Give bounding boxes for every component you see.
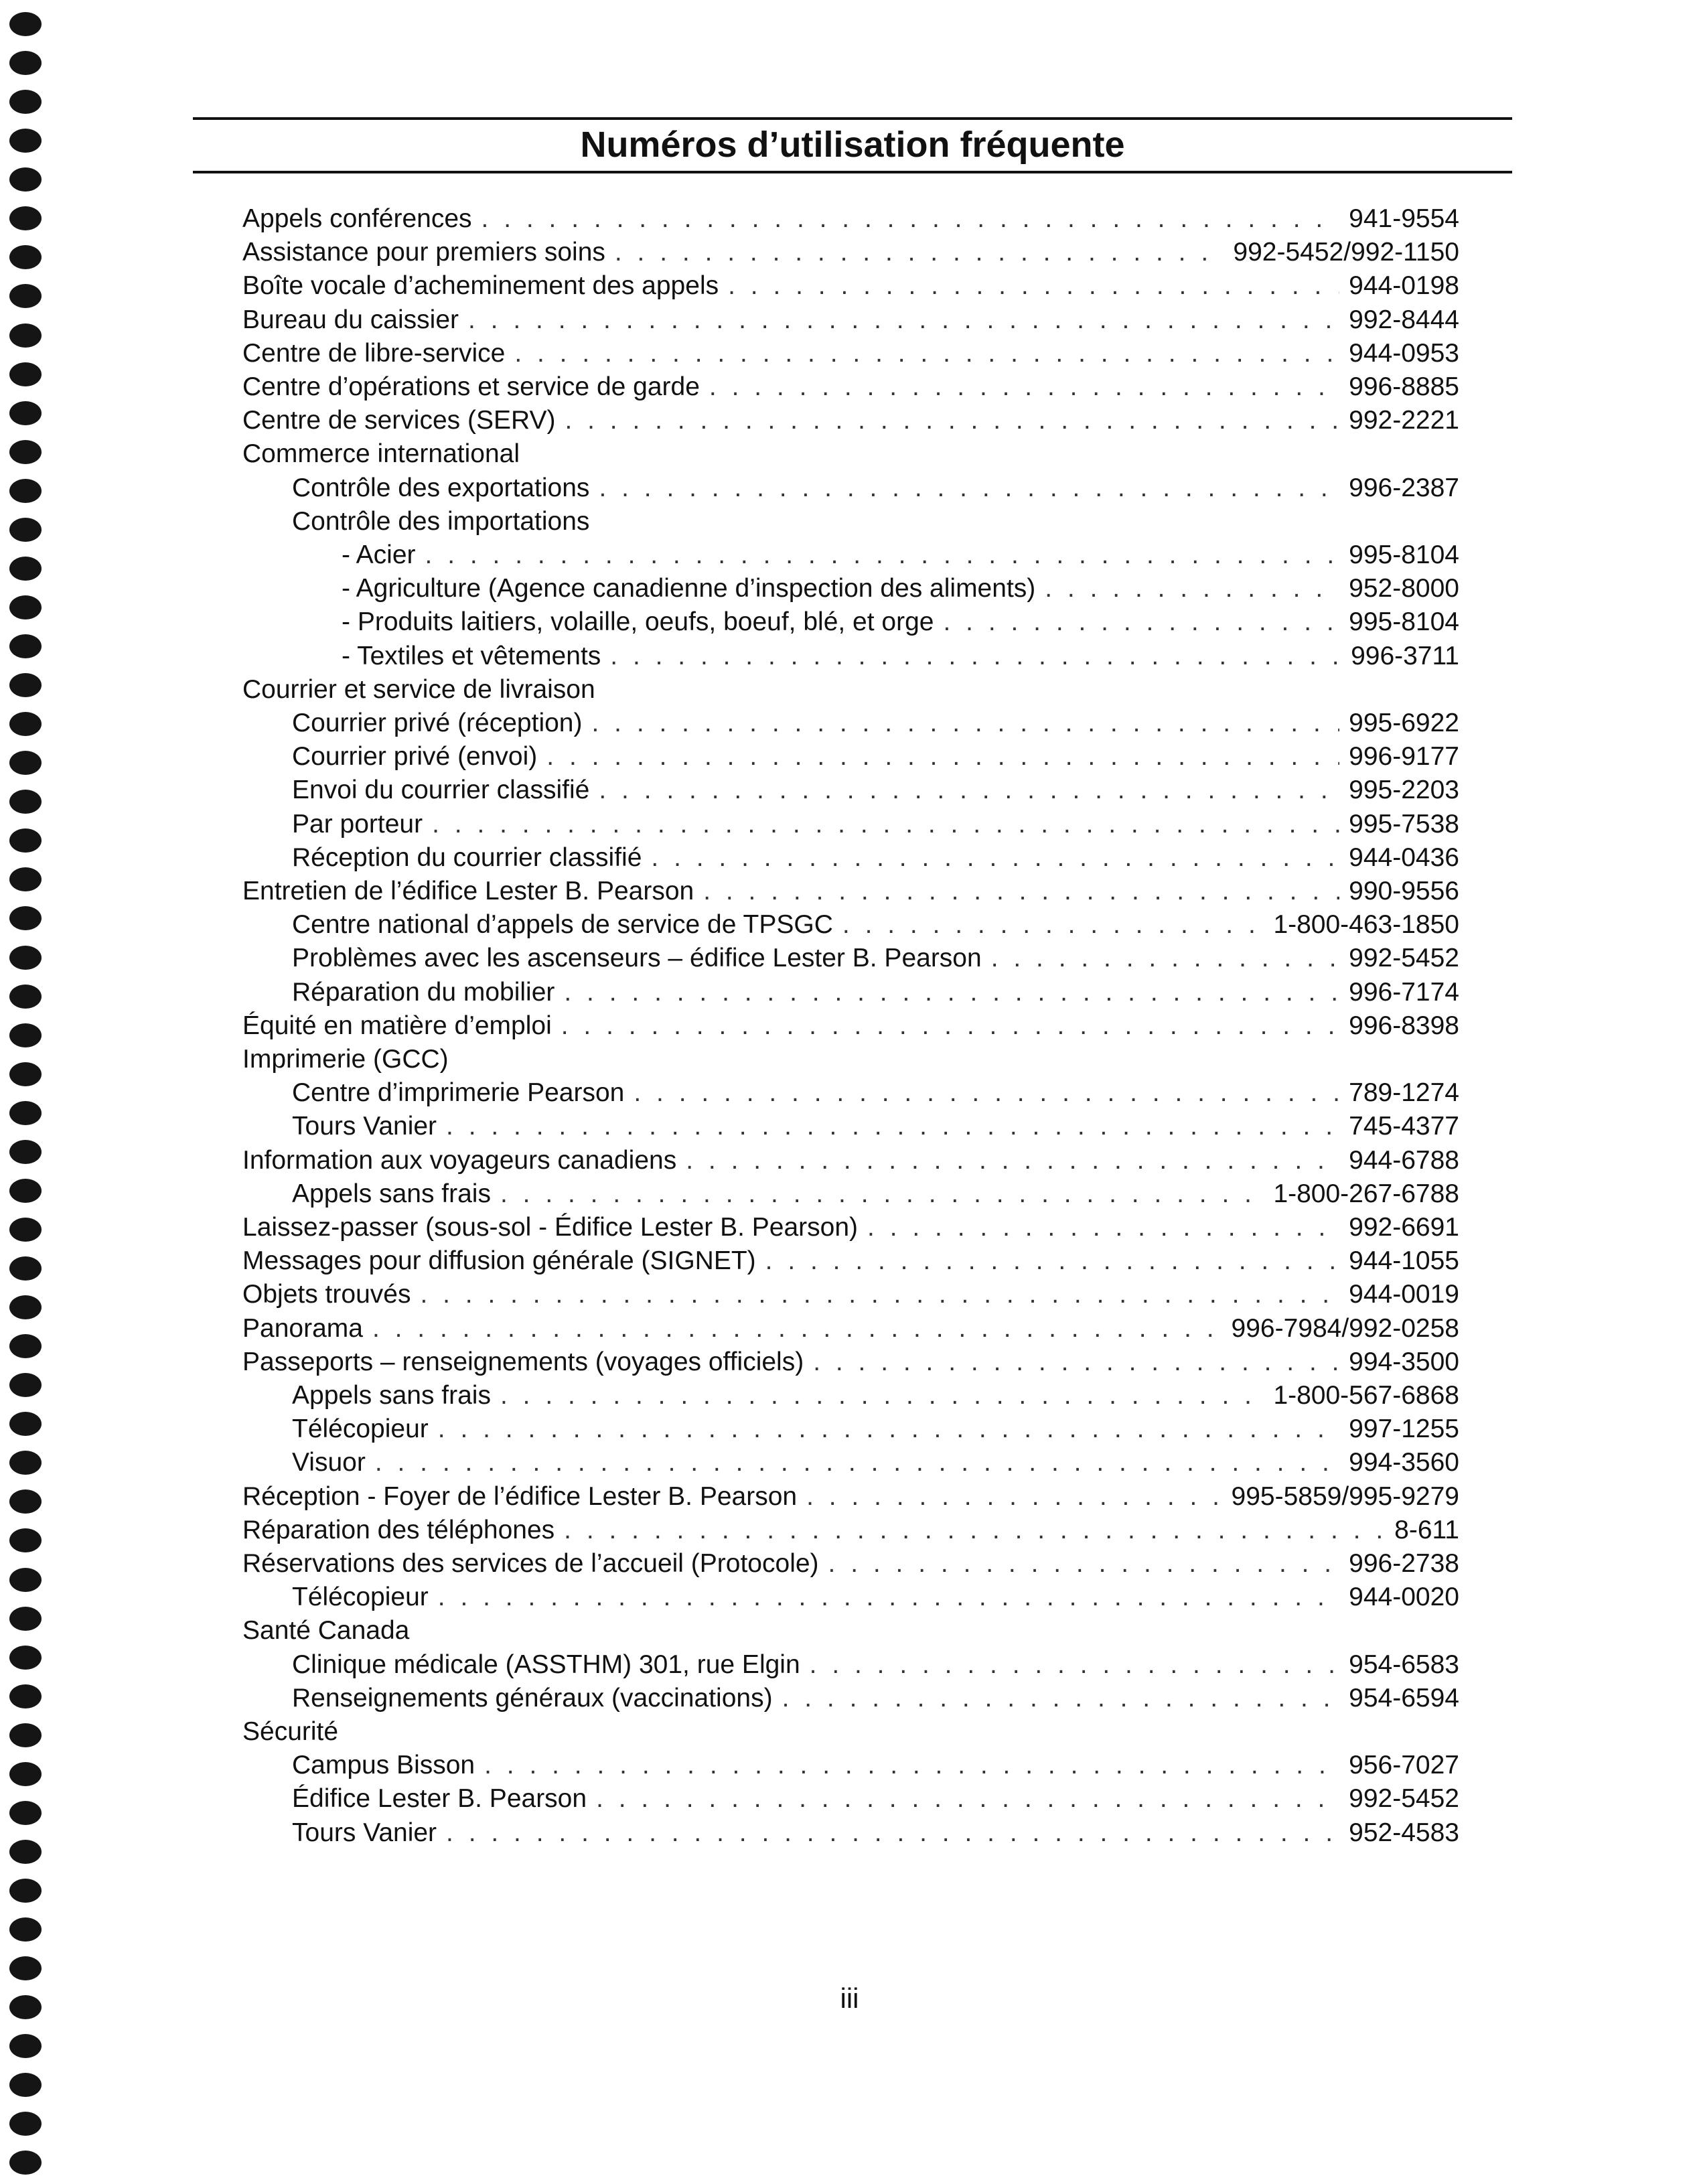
page-title: Numéros d’utilisation fréquente — [580, 125, 1125, 165]
dot-leader — [599, 471, 1339, 505]
directory-entry — [242, 202, 1459, 236]
dot-leader — [482, 202, 1340, 236]
directory-section-heading — [242, 673, 1459, 707]
dot-leader — [546, 740, 1339, 774]
binding-hole — [9, 1218, 42, 1242]
directory-entry — [292, 1379, 1459, 1412]
directory-entry — [342, 538, 1459, 572]
entry-phone-number: 956-7027 — [1349, 1751, 1459, 1780]
binding-hole — [9, 2034, 42, 2058]
directory-entry — [292, 841, 1459, 875]
entry-phone-number: 1-800-267-6788 — [1273, 1179, 1459, 1208]
binding-hole — [9, 790, 42, 814]
binding-hole — [9, 1528, 42, 1552]
directory-entry — [242, 269, 1459, 303]
entry-phone-number: 745-4377 — [1349, 1112, 1459, 1141]
entry-phone-number: 990-9556 — [1349, 877, 1459, 905]
binding-hole — [9, 1723, 42, 1747]
binding-hole — [9, 2073, 42, 2097]
binding-hole — [9, 440, 42, 464]
dot-leader — [599, 774, 1339, 807]
directory-entry — [292, 1110, 1459, 1143]
dot-leader — [765, 1244, 1340, 1278]
entry-label: Réparation du mobilier — [292, 977, 555, 1007]
binding-hole — [9, 1568, 42, 1592]
entry-phone-number: 996-7984/992-0258 — [1231, 1313, 1459, 1343]
entry-phone-number: 944-6788 — [1349, 1145, 1459, 1175]
entry-label: Laissez-passer (sous-sol - Édifice Lester B. Pearson) — [242, 1213, 859, 1242]
directory-section-heading — [242, 437, 1459, 471]
binding-hole — [9, 284, 42, 308]
entry-phone-number: 996-2738 — [1349, 1549, 1459, 1578]
directory-entry — [292, 1177, 1459, 1211]
directory-entry — [242, 370, 1459, 404]
entry-label: Appels conférences — [242, 204, 472, 233]
binding-hole — [9, 1801, 42, 1825]
directory-entry — [292, 1648, 1459, 1682]
directory-entry — [292, 774, 1459, 807]
binding-hole — [9, 245, 42, 269]
entry-label: Messages pour diffusion générale (SIGNET) — [242, 1246, 756, 1276]
entry-phone-number: 952-8000 — [1349, 574, 1459, 603]
entry-label: Courrier et service de livraison — [242, 674, 595, 704]
entry-label: Objets trouvés — [242, 1280, 411, 1309]
entry-phone-number: 944-0436 — [1349, 843, 1459, 872]
entry-phone-number: 992-8444 — [1349, 305, 1459, 334]
directory-entry — [292, 1782, 1459, 1816]
binding-hole — [9, 2112, 42, 2136]
entry-phone-number: 995-7538 — [1349, 809, 1459, 839]
entry-label: Réception du courrier classifié — [292, 843, 642, 872]
entry-label: Imprimerie (GCC) — [242, 1045, 449, 1074]
entry-label: Équité en matière d’emploi — [242, 1011, 552, 1040]
entry-phone-number: 944-0953 — [1349, 338, 1459, 368]
dot-leader — [446, 1816, 1339, 1850]
entry-label: Réception - Foyer de l’édifice Lester B. Pearson — [242, 1481, 798, 1511]
binding-hole — [9, 1646, 42, 1670]
dot-leader — [991, 942, 1339, 975]
entry-label: - Agriculture (Agence canadienne d’inspection des aliments) — [342, 574, 1036, 603]
entry-label: Par porteur — [292, 809, 423, 839]
binding-hole — [9, 1956, 42, 1980]
directory-entry — [292, 1076, 1459, 1110]
dot-leader — [514, 337, 1339, 370]
dot-leader — [842, 908, 1264, 942]
dot-leader — [484, 1749, 1339, 1782]
entry-label: Information aux voyageurs canadiens — [242, 1145, 677, 1175]
binding-hole — [9, 1917, 42, 1942]
entry-label: Appels sans frais — [292, 1179, 491, 1208]
entry-label: Réservations des services de l’accueil (Protocole) — [242, 1549, 819, 1578]
dot-leader — [420, 1278, 1339, 1311]
entry-phone-number: 952-4583 — [1349, 1818, 1459, 1847]
entry-label: Passeports – renseignements (voyages officiels) — [242, 1347, 804, 1376]
entry-label: Problèmes avec les ascenseurs – édifice Lester B. Pearson — [292, 944, 982, 973]
dot-leader — [375, 1446, 1339, 1479]
entry-phone-number: 944-0198 — [1349, 271, 1459, 301]
entry-phone-number: 992-5452 — [1349, 944, 1459, 973]
binding-hole — [9, 595, 42, 620]
binding-hole — [9, 906, 42, 930]
binding-hole — [9, 167, 42, 192]
dot-leader — [943, 605, 1339, 639]
dot-leader — [468, 303, 1339, 337]
entry-label: Assistance pour premiers soins — [242, 238, 605, 267]
entry-label: - Acier — [342, 540, 416, 569]
entry-phone-number: 954-6594 — [1349, 1683, 1459, 1713]
directory-section-heading — [242, 1614, 1459, 1648]
binding-hole — [9, 634, 42, 658]
binding-hole — [9, 129, 42, 153]
entry-phone-number: 992-6691 — [1349, 1213, 1459, 1242]
directory-entry — [242, 404, 1459, 437]
dot-leader — [500, 1379, 1264, 1412]
entry-phone-number: 994-3560 — [1349, 1448, 1459, 1477]
directory-section-heading — [292, 505, 1459, 538]
entry-phone-number: 996-8885 — [1349, 372, 1459, 401]
entry-label: Tours Vanier — [292, 1112, 437, 1141]
binding-hole — [9, 1373, 42, 1397]
binding-hole — [9, 1684, 42, 1708]
entry-phone-number: 996-3711 — [1351, 641, 1459, 670]
binding-hole — [9, 751, 42, 775]
entry-phone-number: 996-8398 — [1349, 1011, 1459, 1040]
binding-hole — [9, 1295, 42, 1319]
directory-section-heading — [242, 1043, 1459, 1076]
dot-leader — [432, 808, 1339, 841]
binding-hole — [9, 401, 42, 425]
entry-phone-number: 954-6583 — [1349, 1650, 1459, 1679]
directory-entry — [242, 337, 1459, 370]
dot-leader — [596, 1782, 1339, 1816]
entry-label: Contrôle des exportations — [292, 473, 590, 502]
entry-label: Édifice Lester B. Pearson — [292, 1784, 587, 1814]
binding-hole — [9, 1101, 42, 1125]
entry-label: Tours Vanier — [292, 1818, 437, 1847]
entry-phone-number: 992-5452/992-1150 — [1233, 238, 1459, 267]
entry-label: - Produits laitiers, volaille, oeufs, boeuf, blé, et orge — [342, 607, 934, 637]
dot-leader — [446, 1110, 1339, 1143]
directory-entry — [242, 875, 1459, 908]
directory-entry — [292, 1581, 1459, 1614]
dot-leader — [634, 1076, 1339, 1110]
entry-label: Santé Canada — [242, 1616, 410, 1646]
directory-entry — [292, 976, 1459, 1009]
directory-entry — [242, 1514, 1459, 1547]
directory-entry — [242, 1278, 1459, 1311]
binding-hole — [9, 323, 42, 348]
directory-entry — [292, 707, 1459, 740]
entry-phone-number: 995-6922 — [1349, 709, 1459, 737]
binding-hole — [9, 828, 42, 853]
dot-leader — [651, 841, 1339, 875]
dot-leader — [703, 875, 1339, 908]
directory-entry — [292, 808, 1459, 841]
title-top-rule — [193, 117, 1512, 120]
directory-entry — [342, 605, 1459, 639]
entry-phone-number: 992-2221 — [1349, 406, 1459, 435]
entry-phone-number: 941-9554 — [1349, 204, 1459, 233]
entry-label: Centre d’opérations et service de garde — [242, 372, 700, 401]
binding-hole — [9, 1179, 42, 1203]
entry-phone-number: 789-1274 — [1349, 1078, 1459, 1108]
entry-phone-number: 996-7174 — [1349, 977, 1459, 1007]
dot-leader — [438, 1581, 1339, 1614]
entry-phone-number: 1-800-463-1850 — [1273, 910, 1459, 940]
dot-leader — [372, 1312, 1222, 1345]
directory-section-heading — [242, 1715, 1459, 1749]
dot-leader — [782, 1682, 1340, 1715]
binding-hole — [9, 557, 42, 581]
entry-label: Télécopieur — [292, 1583, 429, 1612]
dot-leader — [806, 1480, 1222, 1514]
entry-label: Campus Bisson — [292, 1751, 475, 1780]
entry-phone-number: 944-0019 — [1349, 1280, 1459, 1309]
binding-hole — [9, 1256, 42, 1281]
entry-label: Commerce international — [242, 439, 520, 469]
entry-label: Panorama — [242, 1313, 363, 1343]
entry-phone-number: 8-611 — [1394, 1515, 1459, 1544]
directory-entry — [292, 942, 1459, 975]
entry-phone-number: 995-5859/995-9279 — [1231, 1481, 1459, 1511]
entry-phone-number: 996-9177 — [1349, 742, 1459, 772]
entry-phone-number: 944-1055 — [1349, 1246, 1459, 1276]
entry-phone-number: 995-8104 — [1349, 607, 1459, 637]
dot-leader — [438, 1412, 1339, 1446]
dot-leader — [425, 538, 1340, 572]
dot-leader — [500, 1177, 1264, 1211]
entry-label: Boîte vocale d’acheminement des appels — [242, 271, 719, 301]
entry-label: Sécurité — [242, 1717, 339, 1746]
dot-leader — [813, 1345, 1339, 1379]
entry-label: Courrier privé (réception) — [292, 709, 583, 737]
directory-entry — [242, 236, 1459, 269]
binding-hole — [9, 1451, 42, 1475]
directory-entry — [242, 1345, 1459, 1379]
entry-phone-number: 995-2203 — [1349, 776, 1459, 805]
directory-entry — [342, 572, 1459, 605]
entry-phone-number: 944-0020 — [1349, 1583, 1459, 1612]
directory-entry — [292, 471, 1459, 505]
entry-label: Courrier privé (envoi) — [292, 742, 538, 772]
entry-label: Entretien de l’édifice Lester B. Pearson — [242, 877, 694, 905]
entry-label: Clinique médicale (ASSTHM) 301, rue Elgin — [292, 1650, 800, 1679]
binding-hole — [9, 985, 42, 1009]
directory-entry — [242, 1211, 1459, 1244]
directory-entry — [242, 1547, 1459, 1581]
binding-hole — [9, 1840, 42, 1864]
directory-entry — [292, 1682, 1459, 1715]
binding-hole — [9, 518, 42, 542]
binding-hole — [9, 1607, 42, 1631]
entry-label: Envoi du courrier classifié — [292, 776, 590, 805]
dot-leader — [686, 1144, 1339, 1177]
dot-leader — [610, 640, 1341, 673]
binding-hole — [9, 946, 42, 970]
binding-hole — [9, 1412, 42, 1436]
entry-label: Centre de services (SERV) — [242, 406, 556, 435]
entry-label: Contrôle des importations — [292, 506, 590, 536]
binding-hole — [9, 2151, 42, 2175]
entry-label: Renseignements généraux (vaccinations) — [292, 1683, 773, 1713]
dot-leader — [810, 1648, 1340, 1682]
spiral-binding — [9, 12, 50, 2175]
dot-leader — [615, 236, 1224, 269]
entry-label: Centre de libre-service — [242, 338, 506, 368]
entry-phone-number: 997-1255 — [1349, 1414, 1459, 1444]
directory-entry — [242, 1244, 1459, 1278]
entry-label: Bureau du caissier — [242, 305, 459, 334]
entry-phone-number: 995-8104 — [1349, 540, 1459, 569]
binding-hole — [9, 867, 42, 891]
binding-hole — [9, 1762, 42, 1786]
entry-phone-number: 1-800-567-6868 — [1273, 1381, 1459, 1410]
directory-entry — [292, 1412, 1459, 1446]
binding-hole — [9, 1334, 42, 1358]
binding-hole — [9, 1140, 42, 1164]
dot-leader — [867, 1211, 1339, 1244]
dot-leader — [561, 1009, 1339, 1043]
directory-entry — [242, 1312, 1459, 1345]
dot-leader — [728, 269, 1339, 303]
dot-leader — [564, 1514, 1385, 1547]
dot-leader — [565, 404, 1339, 437]
entry-label: Centre d’imprimerie Pearson — [292, 1078, 625, 1108]
directory-entry — [292, 1446, 1459, 1479]
directory-entry — [242, 1480, 1459, 1514]
binding-hole — [9, 1062, 42, 1086]
entry-phone-number: 996-2387 — [1349, 473, 1459, 502]
dot-leader — [591, 707, 1339, 740]
binding-hole — [9, 1489, 42, 1514]
binding-hole — [9, 90, 42, 114]
binding-hole — [9, 51, 42, 75]
entry-label: - Textiles et vêtements — [342, 641, 601, 670]
directory-entry — [292, 740, 1459, 774]
directory-entry — [242, 303, 1459, 337]
directory-entry — [292, 908, 1459, 942]
binding-hole — [9, 1879, 42, 1903]
binding-hole — [9, 206, 42, 230]
binding-hole — [9, 362, 42, 386]
binding-hole — [9, 1023, 42, 1047]
dot-leader — [564, 976, 1339, 1009]
directory-entry — [292, 1749, 1459, 1782]
directory-entry — [242, 1009, 1459, 1043]
entry-label: Appels sans frais — [292, 1381, 491, 1410]
binding-hole — [9, 12, 42, 36]
dot-leader — [828, 1547, 1340, 1581]
page-number: iii — [840, 1982, 859, 2014]
dot-leader — [709, 370, 1339, 404]
entry-phone-number: 994-3500 — [1349, 1347, 1459, 1376]
directory-entry — [242, 1144, 1459, 1177]
dot-leader — [1045, 572, 1339, 605]
binding-hole — [9, 479, 42, 503]
title-bottom-rule — [193, 171, 1512, 173]
entry-label: Télécopieur — [292, 1414, 429, 1444]
binding-hole — [9, 673, 42, 697]
directory-entry — [292, 1816, 1459, 1850]
binding-hole — [9, 712, 42, 736]
entry-label: Réparation des téléphones — [242, 1515, 555, 1544]
entry-label: Centre national d’appels de service de TPSGC — [292, 910, 833, 940]
entry-label: Visuor — [292, 1448, 366, 1477]
directory-entry — [342, 640, 1459, 673]
entry-phone-number: 992-5452 — [1349, 1784, 1459, 1814]
